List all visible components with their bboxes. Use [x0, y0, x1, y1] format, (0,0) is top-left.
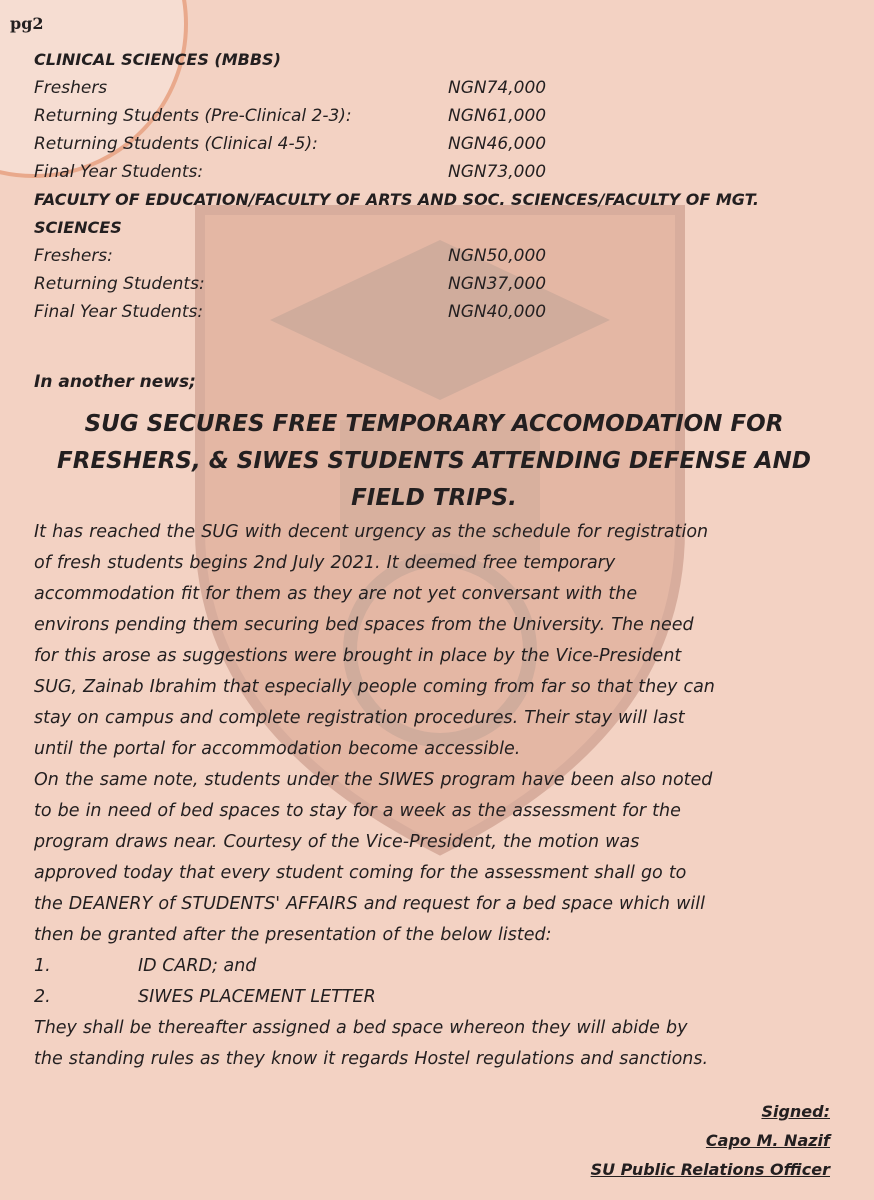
fee-label: Final Year Students:: [34, 302, 204, 322]
requirements-list: [34, 951, 834, 1013]
faculty-heading-continued: SCIENCES: [34, 218, 122, 237]
list-item: [34, 951, 834, 982]
document-content: [34, 46, 834, 1075]
fee-amount: NGN74,000: [448, 78, 547, 98]
paragraph-line: approved today that every student coming for the assessment shall go to: [34, 863, 687, 883]
signature-block: [591, 1097, 830, 1184]
news-lead: In another news;: [34, 372, 196, 392]
paragraph-line: stay on campus and complete registration procedures. Their stay will last: [34, 708, 685, 728]
fee-amount: NGN46,000: [448, 134, 547, 154]
fee-row: [34, 298, 834, 326]
paragraph-line: They shall be thereafter assigned a bed space whereon they will abide by: [34, 1018, 688, 1038]
fee-row: [34, 130, 834, 158]
paragraph-line: SUG, Zainab Ibrahim that especially people coming from far so that they can: [34, 677, 715, 697]
fee-row: [34, 102, 834, 130]
paragraph-line: the standing rules as they know it regards Hostel regulations and sanctions.: [34, 1049, 709, 1069]
paragraph-line: then be granted after the presentation of the below listed:: [34, 925, 552, 945]
headline-line: FIELD TRIPS.: [351, 485, 517, 511]
paragraph-line: of fresh students begins 2nd July 2021. It deemed free temporary: [34, 553, 616, 573]
fee-label: Returning Students:: [34, 274, 205, 294]
paragraph-3: [34, 1013, 834, 1075]
list-text: ID CARD; and: [138, 956, 257, 976]
paragraph-line: accommodation fit for them as they are not yet conversant with the: [34, 584, 638, 604]
fee-label: Freshers:: [34, 246, 113, 266]
list-text: SIWES PLACEMENT LETTER: [138, 987, 376, 1007]
news-headline: [34, 406, 834, 517]
headline-line: FRESHERS, & SIWES STUDENTS ATTENDING DEFENSE AND: [57, 448, 811, 474]
fee-label: Returning Students (Pre-Clinical 2-3):: [34, 106, 352, 126]
list-number: 1.: [34, 956, 51, 976]
signatory-title: SU Public Relations Officer: [590, 1160, 830, 1179]
fee-amount: NGN73,000: [448, 162, 547, 182]
fee-row: [34, 74, 834, 102]
paragraph-line: environs pending them securing bed spaces from the University. The need: [34, 615, 694, 635]
paragraph-line: It has reached the SUG with decent urgency as the schedule for registration: [34, 522, 709, 542]
fee-label: Freshers: [34, 78, 108, 98]
paragraph-line: until the portal for accommodation become accessible.: [34, 739, 521, 759]
paragraph-2: [34, 765, 834, 951]
fee-label: Returning Students (Clinical 4-5):: [34, 134, 318, 154]
faculty-heading: FACULTY OF EDUCATION/FACULTY OF ARTS AND SOC. SCIENCES/FACULTY OF MGT.: [34, 190, 759, 209]
fee-amount: NGN37,000: [448, 274, 547, 294]
fee-amount: NGN61,000: [448, 106, 547, 126]
paragraph-line: program draws near. Courtesy of the Vice-President, the motion was: [34, 832, 640, 852]
paragraph-1: [34, 517, 834, 765]
paragraph-line: to be in need of bed spaces to stay for a week as the assessment for the: [34, 801, 681, 821]
fee-row: [34, 270, 834, 298]
paragraph-line: the DEANERY of STUDENTS' AFFAIRS and request for a bed space which will: [34, 894, 705, 914]
list-item: [34, 982, 834, 1013]
clinical-sciences-heading: CLINICAL SCIENCES (MBBS): [34, 50, 281, 69]
paragraph-line: On the same note, students under the SIWES program have been also noted: [34, 770, 713, 790]
paragraph-line: for this arose as suggestions were brought in place by the Vice-President: [34, 646, 682, 666]
fee-row: [34, 242, 834, 270]
list-number: 2.: [34, 987, 51, 1007]
fee-amount: NGN50,000: [448, 246, 547, 266]
signatory-name: Capo M. Nazif: [705, 1131, 830, 1150]
fee-amount: NGN40,000: [448, 302, 547, 322]
fee-row: [34, 158, 834, 186]
fee-label: Final Year Students:: [34, 162, 204, 182]
headline-line: SUG SECURES FREE TEMPORARY ACCOMODATION FOR: [84, 411, 784, 437]
page-number: pg2: [10, 14, 44, 33]
signed-label: Signed:: [761, 1102, 830, 1121]
